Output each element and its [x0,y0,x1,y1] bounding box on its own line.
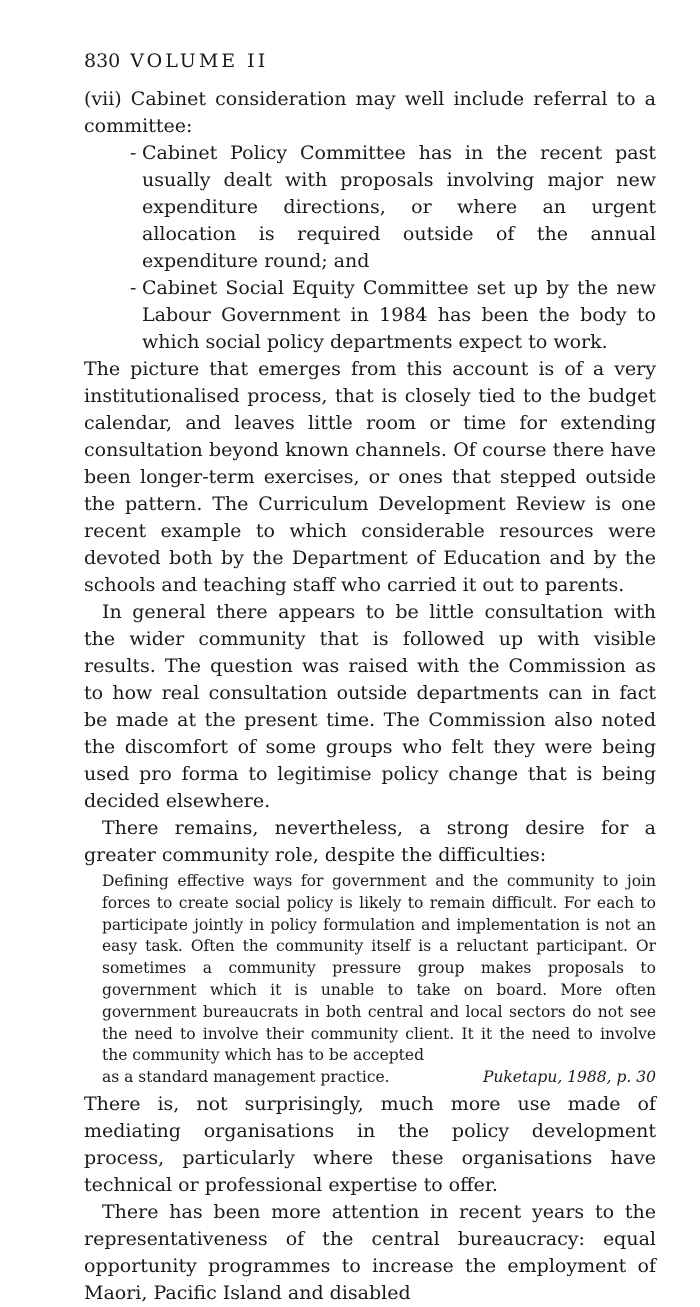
paragraph: There remains, nevertheless, a strong desire for a greater community role, despite the difficulties: [84,817,656,866]
page-number: 830 [84,50,121,72]
list-item [130,275,656,356]
block-quote [102,871,656,1089]
paragraph: The picture that emerges from this account is of a very institutionalised process, that is closely tied to the budget calendar, and leaves little room or time for extending consultation beyond known channels. Of course there have been longer-term exercises, or ones that stepped outside the pattern. The Curriculum Development Review is one recent example to which considerable resources were devoted both by the Department of Education and by the schools and teaching staff who carried it out to parents. [84,358,656,596]
dash-marker: - [130,277,137,299]
running-head [84,48,656,75]
item-vii: (vii) Cabinet consideration may well include referral to a committee: [84,88,656,137]
paragraph: In general there appears to be little consultation with the wider community that is followed up with visible results. The question was raised with the Commission as to how real consultation outside departments can in fact be made at the present time. The Commission also noted the discomfort of some groups who felt they were being used pro forma to legitimise policy change that is being decided elsewhere. [84,601,656,812]
dash-marker: - [130,142,137,164]
volume-label: VOLUME II [130,50,269,72]
quote-text: Defining effective ways for government and the community to join forces to create social policy is likely to remain difficult. For each to participate jointly in policy formulation and implementation is not an easy task. Often the community itself is a reluctant participant. Or sometimes a community pressure group makes proposals to government which it is unable to take on board. More often government bureaucrats in both central and local sectors do not see the need to involve their community client. It it the need to involve the community which has to be accepted [102,872,656,1065]
committee-list [84,140,656,356]
paragraph: There has been more attention in recent years to the representativeness of the central bureaucracy: equal opportunity programmes to increase the employment of Maori, Pacific Island and disabled [84,1200,656,1304]
quote-citation: Puketapu, 1988, p. 30 [482,1068,656,1087]
list-item-text: Cabinet Social Equity Committee set up by the new Labour Government in 1984 has been the body to which social policy departments expect to work. [142,277,656,353]
quote-last-line [102,1067,656,1089]
quote-last-text: as a standard management practice. [102,1068,390,1087]
paragraph: There is, not surprisingly, much more use made of mediating organisations in the policy development process, particularly where these organisations have technical or professional expertise to offer. [84,1092,656,1196]
list-item-text: Cabinet Policy Committee has in the recent past usually dealt with proposals involving major new expenditure directions, or where an urgent allocation is required outside of the annual expenditure round; and [142,142,656,272]
document-page [84,48,656,1307]
list-item [130,140,656,275]
